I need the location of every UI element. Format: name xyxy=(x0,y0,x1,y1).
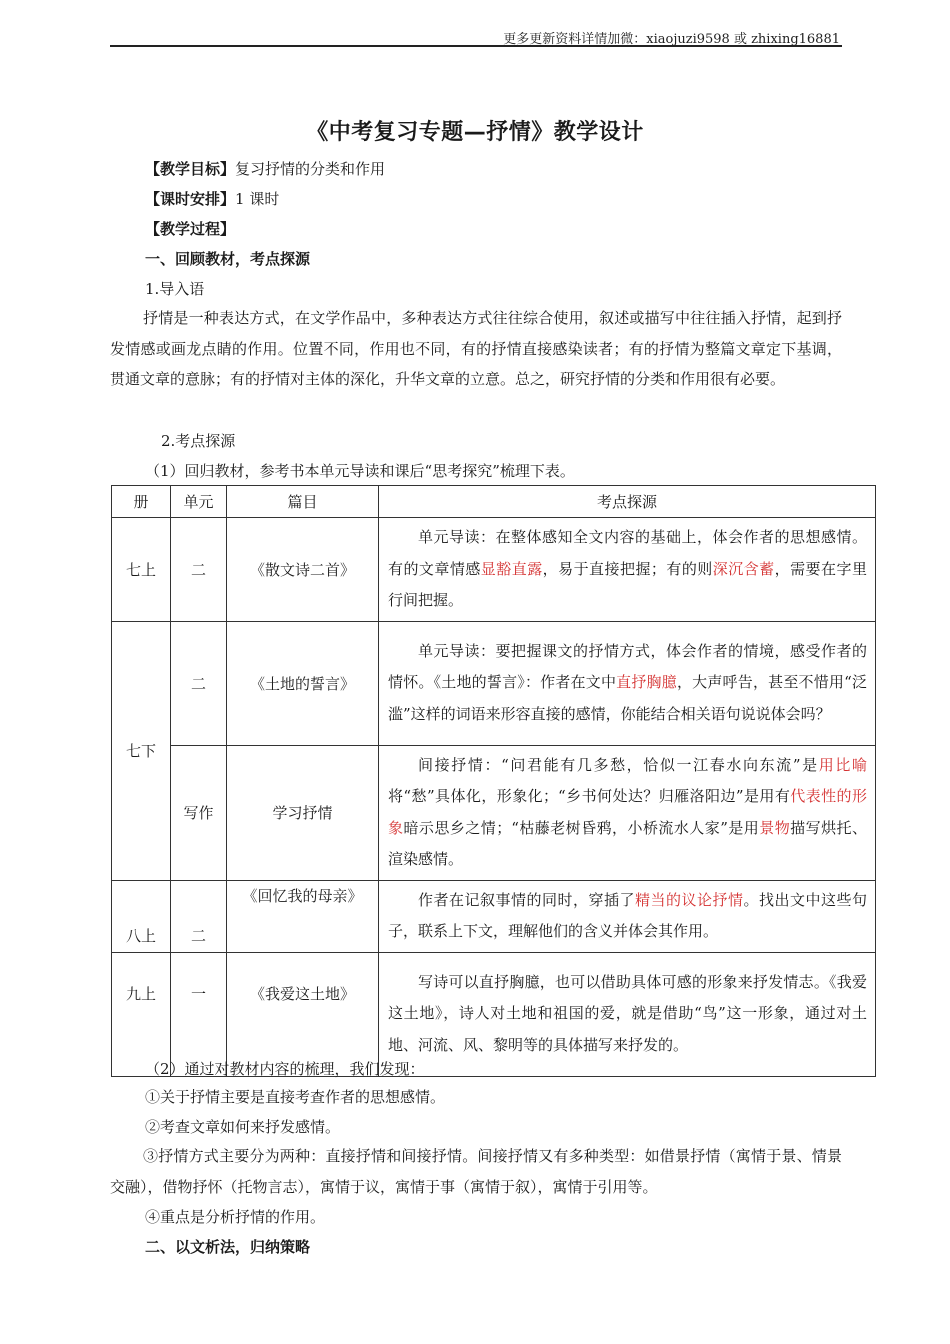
row-focus: 单元导读：要把握课文的抒情方式，体会作者的情境，感受作者的情怀。《土地的誓言》：作者在文中直抒胸臆，大声呼告，甚至不惜用“泛滥”这样的词语来形容直接的感情，你能结合相关语句说说体会吗？ xyxy=(379,621,876,745)
row-book: 七下 xyxy=(112,621,171,880)
findings-intro: （2）通过对教材内容的梳理，我们发现： xyxy=(145,1060,425,1078)
goal-label: 【教学目标】 xyxy=(145,160,236,178)
explore-step1: （1）回归教材，参考书本单元导读和课后“思考探究”梳理下表。 xyxy=(145,462,575,480)
goal-line xyxy=(145,154,385,184)
schedule-line xyxy=(145,184,279,214)
header-divider xyxy=(110,45,842,47)
intro-paragraph: 抒情是一种表达方式，在文学作品中，多种表达方式往往综合使用，叙述或描写中往往插入抒情，起到抒发情感或画龙点睛的作用。位置不同，作用也不同，有的抒情直接感染读者；有的抒情为整篇文章定下基调，贯通文章的意脉；有的抒情对主体的深化，升华文章的立意。总之，研究抒情的分类和作用很有必要。 xyxy=(110,309,842,388)
row-focus: 写诗可以直抒胸臆，也可以借助具体可感的形象来抒发情志。《我爱这土地》，诗人对土地和祖国的爱，就是借助“鸟”这一形象，通过对土地、河流、风、黎明等的具体描写来抒发的。 xyxy=(379,952,876,1076)
row-focus: 单元导读：在整体感知全文内容的基础上，体会作者的思想感情。有的文章情感显豁直露，易于直接把握；有的则深沉含蓄，需要在字里行间把握。 xyxy=(379,518,876,622)
row-focus: 作者在记叙事情的同时，穿插了精当的议论抒情。找出文中这些句子，联系上下文，理解他们的含义并体会其作用。 xyxy=(379,880,876,952)
highlight: 用比喻 xyxy=(818,755,867,774)
highlight: 显豁直露 xyxy=(480,559,543,578)
row-book: 九上 xyxy=(112,952,171,1076)
finding-item: ①关于抒情主要是直接考查作者的思想感情。 xyxy=(145,1088,446,1106)
section2-heading: 二、以文析法，归纳策略 xyxy=(145,1238,311,1256)
row-unit: 一 xyxy=(171,952,227,1076)
row-unit: 写作 xyxy=(171,745,227,880)
row-book: 七上 xyxy=(112,518,171,622)
row-title: 《我爱这土地》 xyxy=(227,952,379,1076)
analysis-table xyxy=(111,485,876,1077)
table-row xyxy=(112,518,876,622)
row-unit: 二 xyxy=(171,518,227,622)
row-book: 八上 xyxy=(112,880,171,952)
table-header-row xyxy=(112,486,876,518)
row-unit: 二 xyxy=(171,621,227,745)
highlight: 深沉含蓄 xyxy=(712,559,775,578)
finding-item: ②考查文章如何来抒发感情。 xyxy=(145,1118,341,1136)
row-title: 《土地的誓言》 xyxy=(227,621,379,745)
section1-heading: 一、回顾教材，考点探源 xyxy=(145,250,311,268)
row-title: 《回忆我的母亲》 xyxy=(227,880,379,952)
highlight: 代表性的形象 xyxy=(388,787,867,837)
intro-label: 1.导入语 xyxy=(145,280,205,298)
row-title: 学习抒情 xyxy=(227,745,379,880)
page-title: 《中考复习专题—抒情》教学设计 xyxy=(306,120,644,145)
table-row xyxy=(112,621,876,745)
header-unit: 单元 xyxy=(171,486,227,518)
process-label: 【教学过程】 xyxy=(145,220,236,238)
highlight: 精当的议论抒情 xyxy=(634,890,744,909)
table-row xyxy=(112,745,876,880)
row-focus: 间接抒情：“问君能有几多愁，恰似一江春水向东流”是用比喻将“愁”具体化，形象化；“乡书何处达？归雁洛阳边”是用有代表性的形象暗示思乡之情；“枯藤老树昏鸦，小桥流水人家”是用景物描写烘托、渲染感情。 xyxy=(379,745,876,880)
header-focus: 考点探源 xyxy=(379,486,876,518)
highlight: 景物 xyxy=(759,818,791,837)
header-title: 篇目 xyxy=(227,486,379,518)
schedule-label: 【课时安排】 xyxy=(145,190,236,208)
row-title: 《散文诗二首》 xyxy=(227,518,379,622)
finding-item: ④重点是分析抒情的作用。 xyxy=(145,1208,326,1226)
finding-item: ③抒情方式主要分为两种：直接抒情和间接抒情。间接抒情又有多种类型：如借景抒情（寓情于景、情景交融），借物抒怀（托物言志），寓情于议，寓情于事（寓情于叙），寓情于引用等。 xyxy=(110,1147,842,1196)
row-unit: 二 xyxy=(171,880,227,952)
schedule-text: 1 课时 xyxy=(235,190,280,208)
explore-label: 2.考点探源 xyxy=(161,432,236,450)
goal-text: 复习抒情的分类和作用 xyxy=(235,160,386,178)
table-row xyxy=(112,880,876,952)
header-book: 册 xyxy=(112,486,171,518)
highlight: 直抒胸臆 xyxy=(616,673,677,692)
header-note: 更多更新资料详情加微：xiaojuzi9598 或 zhixing16881 xyxy=(503,32,840,47)
